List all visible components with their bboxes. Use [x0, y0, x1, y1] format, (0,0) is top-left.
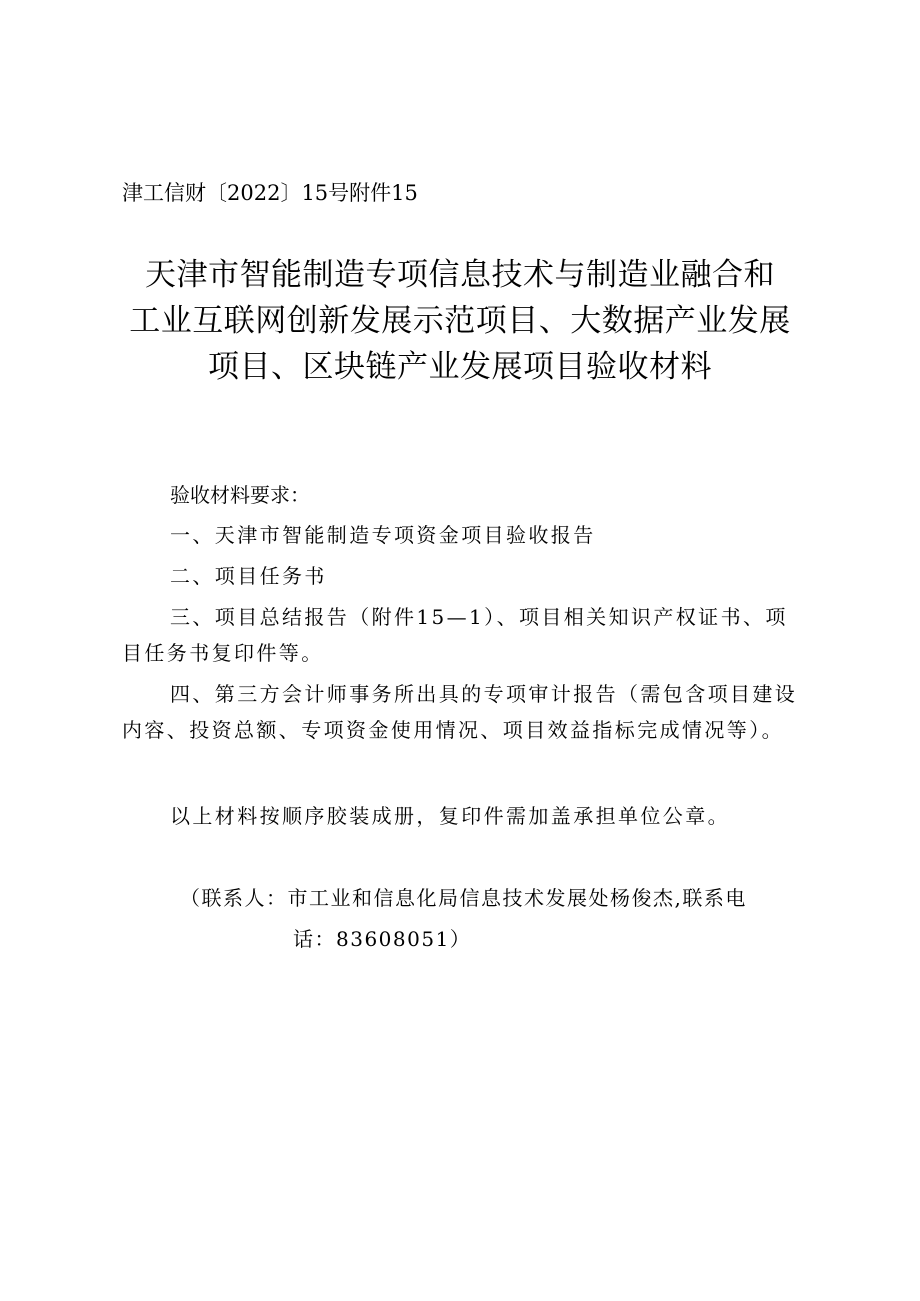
requirement-item: [122, 676, 802, 748]
closing-note: [122, 798, 802, 834]
requirement-item-text: 四、第三方会计师事务所出具的专项审计报告（需包含项目建设内容、投资总额、专项资金使用情况、项目效益指标完成情况等）。: [122, 682, 798, 742]
requirement-item-text: 二、项目任务书: [170, 564, 327, 588]
requirement-item: [122, 517, 802, 553]
contact-info: （联系人：市工业和信息化局信息技术发展处杨俊杰,联系电: [180, 886, 747, 910]
document-title: [110, 252, 810, 390]
requirement-item-text: 一、天津市智能制造专项资金项目验收报告: [170, 523, 596, 547]
title-line: 天津市智能制造专项信息技术与制造业融合和: [145, 257, 775, 293]
title-line: 工业互联网创新发展示范项目、大数据产业发展: [129, 303, 791, 339]
title-line: 项目、区块链产业发展项目验收材料: [208, 349, 712, 385]
document-number: 津工信财〔2022〕15号附件15: [122, 181, 418, 205]
requirement-item: [122, 558, 802, 594]
closing-note-text: 以上材料按顺序胶装成册，复印件需加盖承担单位公章。: [170, 804, 730, 828]
requirement-item: [122, 599, 802, 671]
contact-info-phone: 话：83608051）: [293, 927, 472, 951]
requirement-item-text: 三、项目总结报告（附件15—1）、项目相关知识产权证书、项目任务书复印件等。: [122, 605, 788, 665]
requirements-heading: 验收材料要求：: [170, 483, 310, 507]
